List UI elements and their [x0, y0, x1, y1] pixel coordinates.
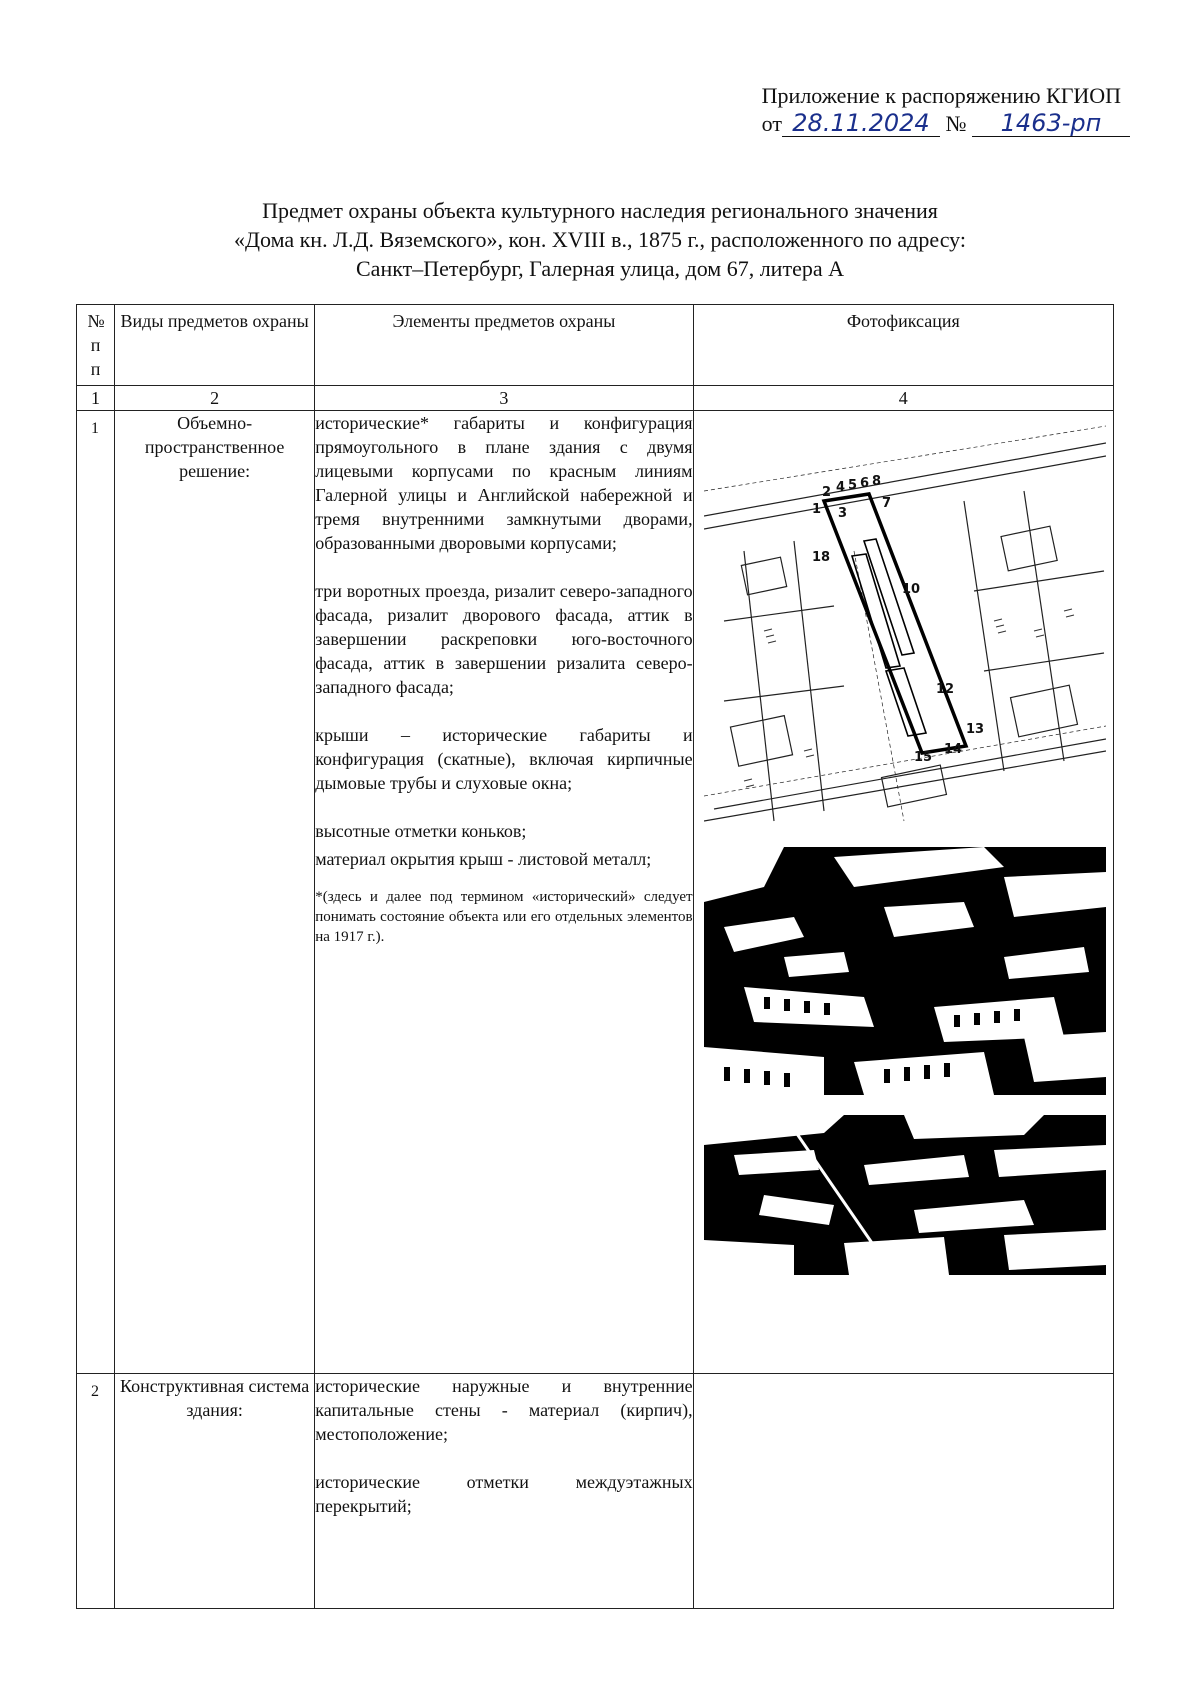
- column-number: 4: [693, 386, 1113, 411]
- header-col-elements: Элементы предметов охраны: [315, 305, 693, 386]
- map-label: 3: [837, 506, 847, 521]
- map-label: 6: [859, 476, 869, 491]
- row-number: 1: [77, 411, 115, 1374]
- element-text: исторические* габариты и конфигурация прямоугольного в плане здания с двумя лицевыми корпусами по красным линиям Галерной улицы и Английской набережной и тремя внутренними замкнутыми дворами, образованными дворовыми корпусами;: [315, 413, 693, 553]
- map-label: 12: [935, 682, 954, 697]
- appendix-date-line: [762, 110, 1130, 138]
- date-prefix: от: [761, 111, 782, 136]
- table-header-row: [77, 305, 1114, 386]
- table-row: [77, 411, 1114, 1374]
- row-elements: [315, 1374, 693, 1609]
- document-title: [70, 196, 1130, 283]
- protection-table: [76, 304, 1114, 1609]
- cadastral-map-image: [704, 421, 1106, 827]
- column-number: 2: [115, 386, 315, 411]
- aerial-photo-roofs-1: [704, 847, 1106, 1095]
- aerial-photo-roofs-2: [704, 1115, 1106, 1275]
- header-col-photo: Фотофиксация: [693, 305, 1113, 386]
- row-number: 2: [77, 1374, 115, 1609]
- map-label: 2: [821, 485, 831, 500]
- element-text: высотные отметки коньков;: [315, 821, 527, 841]
- title-line-2: «Дома кн. Л.Д. Вяземского», кон. XVIII в., 1875 г., расположенного по адресу:: [233, 227, 966, 252]
- table-row: [77, 1374, 1114, 1609]
- element-text: исторические наружные и внутренние капитальные стены - материал (кирпич), местоположение;: [315, 1376, 693, 1444]
- handwritten-date: 28.11.2024: [782, 110, 940, 137]
- appendix-title: Приложение к распоряжению КГИОП: [761, 83, 1122, 108]
- element-text: исторические отметки междуэтажных перекрытий;: [315, 1472, 693, 1516]
- element-text: крыши – исторические габариты и конфигурация (скатные), включая кирпичные дымовые трубы и слуховые окна;: [315, 725, 693, 793]
- map-label: 18: [811, 550, 830, 565]
- map-label: 1: [811, 502, 821, 517]
- row-type: Конструктивная система здания:: [115, 1374, 315, 1609]
- map-label: 8: [871, 474, 881, 489]
- column-number: 3: [315, 386, 693, 411]
- column-numbers-row: [77, 386, 1114, 411]
- photo-cell: [693, 1374, 1113, 1609]
- handwritten-number: 1463-рп: [972, 110, 1130, 137]
- number-prefix: №: [945, 111, 967, 136]
- map-label: 15: [913, 750, 932, 765]
- appendix-block: [762, 82, 1130, 138]
- element-text: материал окрытия крыш - листовой металл;: [315, 849, 652, 869]
- title-line-3: Санкт–Петербург, Галерная улица, дом 67, литера А: [356, 256, 844, 281]
- map-label: 14: [943, 742, 962, 757]
- map-label: 7: [881, 496, 891, 511]
- map-label: 4: [835, 480, 845, 495]
- row-type: Объемно-пространственное решение:: [115, 411, 315, 1374]
- header-col-type: Виды предметов охраны: [115, 305, 315, 386]
- map-label: 10: [901, 582, 920, 597]
- column-number: 1: [77, 386, 115, 411]
- historical-footnote: *(здесь и далее под термином «исторический» следует понимать состояние объекта или его отдельных элементов на 1917 г.).: [315, 889, 693, 945]
- row-elements: [315, 411, 693, 1374]
- title-line-1: Предмет охраны объекта культурного наследия регионального значения: [262, 198, 938, 223]
- map-label: 13: [965, 722, 984, 737]
- map-label: 5: [847, 478, 857, 493]
- photo-cell: [693, 411, 1113, 1374]
- header-col-number: № п п: [77, 305, 115, 386]
- element-text: три воротных проезда, ризалит северо-западного фасада, ризалит дворового фасада, аттик в завершении раскреповки юго-восточного фасада, аттик в завершении ризалита северо-западного фасада;: [315, 581, 693, 697]
